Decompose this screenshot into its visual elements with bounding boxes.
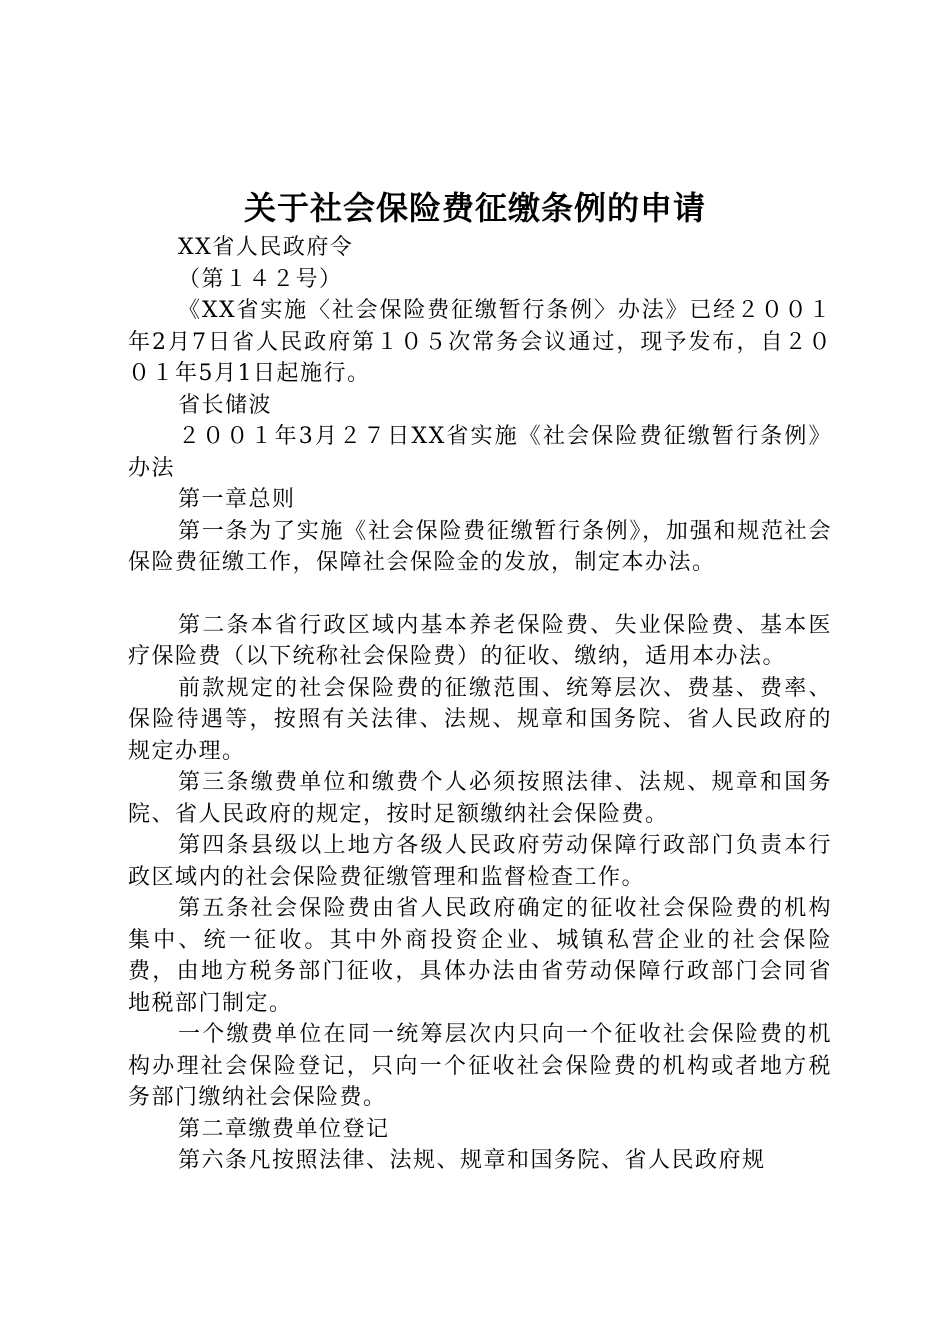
article-3: 第三条缴费单位和缴费个人必须按照法律、法规、规章和国务院、省人民政府的规定，按时足额缴纳社会保险费。	[128, 770, 832, 827]
document-title: 关于社会保险费征缴条例的申请	[243, 189, 706, 227]
paragraph-governor: 省长储波	[178, 392, 273, 418]
article-1: 第一条为了实施《社会保险费征缴暂行条例》，加强和规范社会保险费征缴工作，保障社会保险金的发放，制定本办法。	[128, 518, 832, 575]
article-2: 第二条本省行政区域内基本养老保险费、失业保险费、基本医疗保险费（以下统称社会保险费）的征收、缴纳，适用本办法。	[128, 612, 832, 669]
article-6: 第六条凡按照法律、法规、规章和国务院、省人民政府规	[178, 1148, 766, 1173]
paragraph-promulgation: 《XX省实施〈社会保险费征缴暂行条例〉办法》已经２００１年2月7日省人民政府第１０５次常务会议通过，现予发布，自２００１年5月1日起施行。	[128, 298, 832, 386]
article-5: 第五条社会保险费由省人民政府确定的征收社会保险费的机构集中、统一征收。其中外商投资企业、城镇私营企业的社会保险费，由地方税务部门征收，具体办法由省劳动保障行政部门会同省地税部门制定。	[128, 896, 832, 1016]
paragraph-date-title: ２００１年3月２７日XX省实施《社会保险费征缴暂行条例》办法	[128, 424, 832, 481]
article-4: 第四条县级以上地方各级人民政府劳动保障行政部门负责本行政区域内的社会保险费征缴管理和监督检查工作。	[128, 833, 832, 890]
document-body	[128, 232, 832, 1177]
paragraph-decree-issuer: XX省人民政府令	[178, 235, 354, 260]
chapter-heading-2: 第二章缴费单位登记	[178, 1116, 390, 1142]
chapter-heading-1: 第一章总则	[178, 487, 296, 512]
paragraph-decree-number: （第１４２号）	[178, 266, 343, 292]
article-5-clause: 一个缴费单位在同一统筹层次内只向一个征收社会保险费的机构办理社会保险登记，只向一个征收社会保险费的机构或者地方税务部门缴纳社会保险费。	[128, 1022, 832, 1110]
article-2-clause: 前款规定的社会保险费的征缴范围、统筹层次、费基、费率、保险待遇等，按照有关法律、法规、规章和国务院、省人民政府的规定办理。	[128, 675, 832, 764]
